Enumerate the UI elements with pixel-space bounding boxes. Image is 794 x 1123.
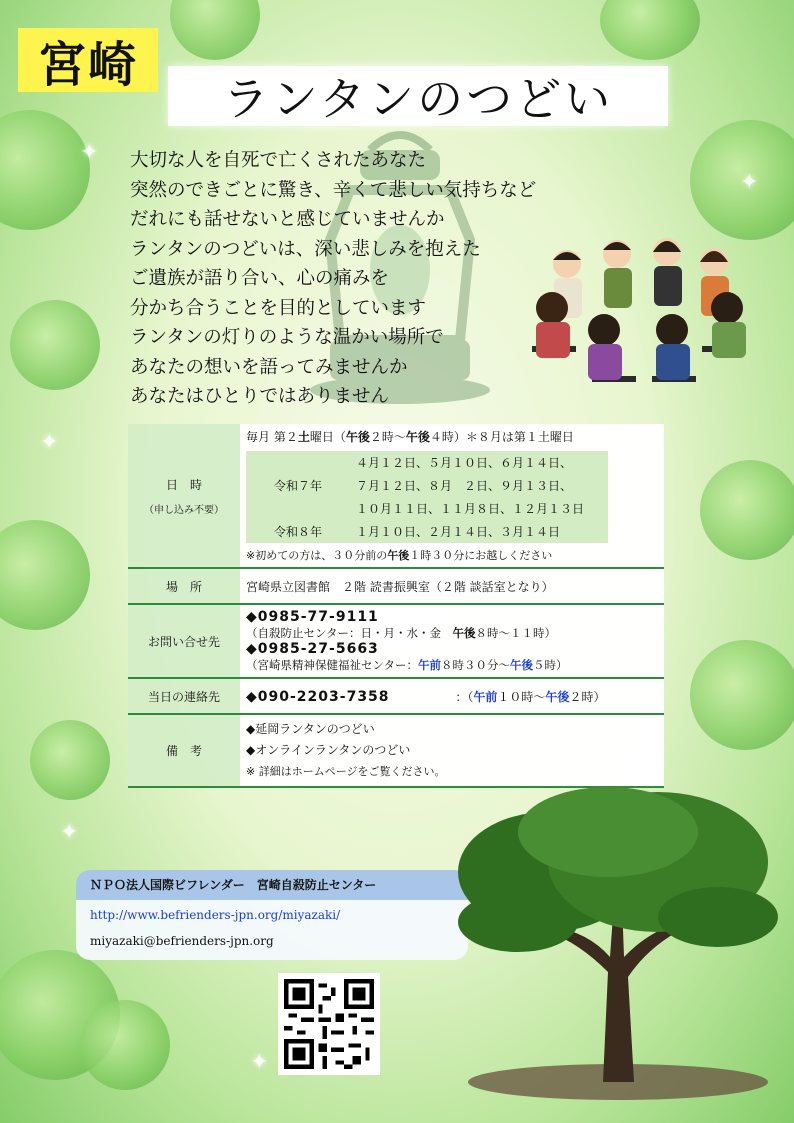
first-time-note bbox=[246, 547, 658, 563]
hours-text: ：（ bbox=[455, 689, 474, 704]
monthly-text: 曜日（ bbox=[309, 430, 346, 444]
intro-line: だれにも話せないと感じていませんか bbox=[130, 209, 445, 230]
r7-label: 令和７年 bbox=[246, 451, 350, 520]
sparkle-icon: ✦ bbox=[740, 170, 759, 195]
clover-decoration bbox=[600, 0, 700, 60]
intro-line: 分かち合うことを目的としています bbox=[130, 297, 427, 319]
hours-text: 午前 bbox=[473, 689, 498, 704]
day-contact-phone[interactable]: ◆090-2203-7358 bbox=[246, 688, 390, 705]
organization-url-link[interactable]: http://www.befrienders-jpn.org/miyazaki/ bbox=[90, 908, 341, 922]
clover-decoration bbox=[690, 640, 794, 750]
clover-decoration bbox=[30, 720, 110, 800]
clover-decoration bbox=[0, 520, 90, 630]
region-tag: 宮崎 bbox=[18, 28, 158, 92]
note-text: ８時３０分～ bbox=[441, 658, 511, 672]
r8-dates: １月１０日、２月１４日、３月１４日 bbox=[350, 520, 608, 543]
hours-text: ２時） bbox=[569, 689, 606, 704]
organization-email[interactable]: miyazaki@befrienders-jpn.org bbox=[90, 934, 274, 948]
clover-decoration bbox=[170, 0, 260, 60]
note-text: １時３０分にお越しください bbox=[409, 549, 553, 562]
sparkle-icon: ✦ bbox=[60, 820, 79, 845]
schedule-label-note: （申し込み不要） bbox=[144, 504, 224, 516]
intro-line: あなたはひとりではありません bbox=[130, 386, 390, 407]
remarks-item: ※ 詳細はホームページをご覧ください。 bbox=[246, 765, 446, 778]
clover-decoration bbox=[700, 460, 794, 560]
intro-line: ランタンのつどいは、深い悲しみを抱えた bbox=[130, 238, 481, 260]
inquiry-phone-2-note bbox=[246, 657, 658, 673]
note-text: ５時） bbox=[533, 658, 568, 672]
clover-decoration bbox=[80, 1000, 170, 1090]
hours-text: １０時～ bbox=[497, 689, 546, 704]
schedule-label: 日 時 bbox=[165, 477, 202, 492]
remarks-label: 備 考 bbox=[128, 714, 240, 787]
r7-dates-line: ４月１２日、５月１０日、６月１４日、 bbox=[350, 451, 608, 474]
remarks-item: ◆オンラインランタンのつどい bbox=[246, 743, 411, 757]
hours-text: 午後 bbox=[545, 689, 570, 704]
r7-dates-line: ７月１２日、８月 ２日、９月１３日、 bbox=[350, 474, 608, 497]
clover-decoration bbox=[0, 110, 90, 230]
note-text: 午前 bbox=[418, 658, 442, 672]
monthly-text: 毎月 第２ bbox=[246, 430, 298, 444]
place-value: 宮崎県立図書館 ２階 読書振興室（２階 談話室となり） bbox=[240, 568, 664, 604]
monthly-text: ４時）＊８月は第１土曜日 bbox=[429, 430, 574, 444]
r8-label: 令和８年 bbox=[246, 520, 350, 543]
inquiry-phone-1[interactable]: ◆0985-77-9111 bbox=[246, 609, 379, 625]
page-title: ランタンのつどい bbox=[168, 66, 668, 126]
clover-decoration bbox=[10, 300, 100, 390]
day-contact-hours bbox=[455, 690, 605, 704]
schedule-value-cell bbox=[240, 424, 664, 568]
organization-name: ＮＰＯ法人国際ビフレンダー 宮崎自殺防止センター bbox=[76, 870, 468, 900]
remarks-item: ◆延岡ランタンのつどい bbox=[246, 722, 375, 736]
group-circle-illustration bbox=[522, 226, 756, 422]
day-contact-label: 当日の連絡先 bbox=[128, 678, 240, 714]
note-text: （自殺防止センター：日・月・水・金 bbox=[246, 626, 453, 640]
monthly-text: ２時～ bbox=[369, 430, 406, 444]
organization-box bbox=[76, 870, 468, 960]
intro-line: ランタンの灯りのような温かい場所で bbox=[130, 327, 444, 348]
tree-illustration bbox=[428, 782, 788, 1102]
monthly-text: 午後 bbox=[405, 430, 430, 444]
day-contact-value-cell bbox=[240, 678, 664, 714]
remarks-value-cell bbox=[240, 714, 664, 787]
place-row bbox=[128, 568, 664, 604]
event-info-table bbox=[128, 424, 664, 788]
note-text: ８時～１１時） bbox=[475, 626, 557, 640]
inquiry-phone-1-note bbox=[246, 625, 658, 641]
place-label: 場 所 bbox=[128, 568, 240, 604]
qr-code[interactable] bbox=[278, 973, 380, 1075]
inquiry-row bbox=[128, 604, 664, 678]
monthly-text: 土 bbox=[297, 430, 310, 444]
inquiry-phone-2[interactable]: ◆0985-27-5663 bbox=[246, 641, 379, 657]
inquiry-label: お問い合せ先 bbox=[128, 604, 240, 678]
remarks-row bbox=[128, 714, 664, 787]
note-text: 午後 bbox=[510, 658, 534, 672]
day-contact-row bbox=[128, 678, 664, 714]
intro-line: 突然のできごとに驚き、辛くて悲しい気持ちなど bbox=[130, 179, 537, 201]
qr-code-graphic bbox=[284, 979, 374, 1069]
intro-line: ご遺族が語り合い、心の痛みを bbox=[130, 268, 390, 289]
sparkle-icon: ✦ bbox=[250, 1050, 269, 1075]
sparkle-icon: ✦ bbox=[40, 430, 59, 455]
note-text: （宮崎県精神保健福祉センター： bbox=[246, 658, 419, 672]
intro-line: 大切な人を自死で亡くされたあなた bbox=[130, 150, 427, 171]
r7-dates-line: １０月１１日、１１月８日、１２月１３日 bbox=[350, 497, 608, 520]
monthly-text: 午後 bbox=[345, 430, 370, 444]
sparkle-icon: ✦ bbox=[80, 140, 99, 165]
inquiry-value-cell bbox=[240, 604, 664, 678]
note-text: 午後 bbox=[387, 549, 410, 562]
intro-line: あなたの想いを語ってみませんか bbox=[130, 356, 408, 378]
schedule-label-cell bbox=[128, 424, 240, 568]
dates-table bbox=[246, 451, 608, 543]
note-text: ※初めての方は、３０分前の bbox=[246, 549, 388, 562]
schedule-row bbox=[128, 424, 664, 568]
note-text: 午後 bbox=[452, 626, 476, 640]
monthly-schedule bbox=[246, 428, 658, 445]
